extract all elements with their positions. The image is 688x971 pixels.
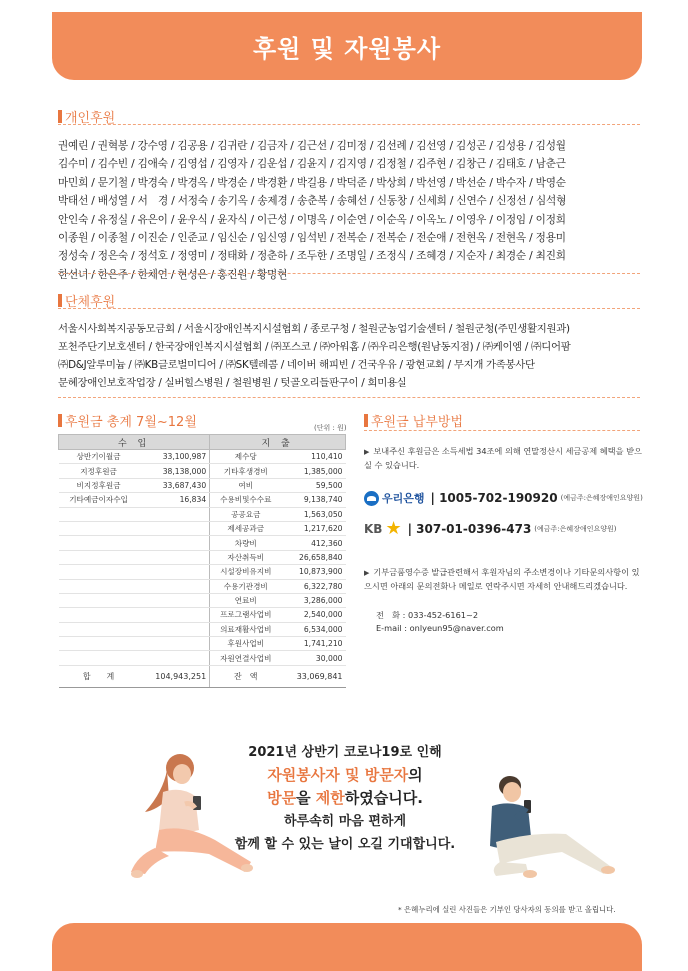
income-value: 33,687,430: [139, 478, 210, 492]
expense-value: 2,540,000: [281, 608, 345, 622]
section-bullet: [58, 110, 62, 123]
kb-star-icon: ★: [385, 518, 402, 539]
income-label: [59, 579, 139, 593]
woori-bank-icon: [364, 491, 379, 506]
income-value: [139, 637, 210, 651]
divider: [58, 397, 640, 398]
income-label: [59, 565, 139, 579]
expense-value: 6,534,000: [281, 622, 345, 636]
divider: [364, 430, 640, 431]
income-label: [59, 521, 139, 535]
woori-holder: (예금주:은혜장애인요양원): [560, 494, 643, 502]
finance-row: [59, 507, 346, 521]
payment-title-text: 후원금 납부방법: [371, 415, 464, 430]
donor-line: 김수미 / 김수빈 / 김애숙 / 김영섭 / 김영자 / 김운섭 / 김윤지 / 김지영 / 김정철 / 김주현 / 김창근 / 김태호 / 남춘근: [58, 158, 566, 171]
finance-row: [59, 521, 346, 535]
donor-line: 박태선 / 배성열 / 서 경 / 서정숙 / 송기옥 / 송제경 / 송춘복 / 송혜선 / 신동창 / 신세희 / 신연수 / 신정선 / 심석형: [58, 195, 567, 208]
expense-label: 여비: [210, 478, 282, 492]
woori-bank-name: 우리은행: [382, 492, 425, 505]
expense-header: 지 출: [210, 435, 346, 450]
income-value: [139, 521, 210, 535]
income-label: [59, 507, 139, 521]
message-highlight: 자원봉사자 및 방문자: [267, 766, 409, 784]
woori-account: | 1005-702-190920: [430, 491, 558, 505]
income-label: 상반기이월금: [59, 450, 139, 464]
finance-row: [59, 622, 346, 636]
footer-bar: [52, 923, 642, 971]
expense-label: 의료재활사업비: [210, 622, 282, 636]
finance-row: [59, 450, 346, 464]
income-label: [59, 608, 139, 622]
expense-value: 1,385,000: [281, 464, 345, 478]
group-line: ㈜D&J알루미늄 / ㈜KB글로벌미디어 / ㈜SK텔레콤 / 네이버 해피빈 / 건국우유 / 광현교회 / 무지개 가족봉사단: [58, 359, 535, 371]
income-value: [139, 507, 210, 521]
man-with-phone-illustration: [470, 772, 620, 880]
expense-value: 412,360: [281, 536, 345, 550]
balance-value: 33,069,841: [281, 665, 345, 687]
expense-label: 시설장비유지비: [210, 565, 282, 579]
finance-row: [59, 493, 346, 507]
income-value: 16,834: [139, 493, 210, 507]
expense-label: 공공요금: [210, 507, 282, 521]
expense-value: 1,217,620: [281, 521, 345, 535]
group-line: 문혜장애인보호작업장 / 실버힐스병원 / 철원병원 / 텃골오리들판구이 / 희미용실: [58, 377, 407, 389]
kb-bank-name: KB: [364, 521, 383, 536]
finance-table: [58, 434, 346, 688]
income-value: [139, 536, 210, 550]
income-label: 비지정후원금: [59, 478, 139, 492]
inquiry-note-text: 기부금품영수증 발급관련해서 후원자님의 주소변경이나 기타문의사항이 있으시면 아래의 문의전화나 메일로 연락주시면 자세히 안내해드리겠습니다.: [364, 567, 640, 591]
message-highlight: 방문: [267, 789, 297, 807]
income-label: [59, 536, 139, 550]
unit-label: (단위 : 원): [314, 424, 347, 432]
payment-section-title: [364, 411, 463, 430]
contact-email: [376, 622, 656, 635]
income-label: 기타예금이자수입: [59, 493, 139, 507]
income-value: [139, 565, 210, 579]
income-label: [59, 651, 139, 665]
expense-label: 제세공과금: [210, 521, 282, 535]
finance-row: [59, 593, 346, 607]
income-value: [139, 593, 210, 607]
expense-label: 차량비: [210, 536, 282, 550]
message-text: 하였습니다.: [344, 789, 423, 807]
total-value: 104,943,251: [139, 665, 210, 687]
donor-line: 정성숙 / 정은숙 / 정석호 / 정영미 / 정태화 / 정춘하 / 조두한 / 조명일 / 조정식 / 조혜경 / 지순자 / 최경순 / 최진희: [58, 250, 566, 263]
covid-message: [200, 742, 490, 856]
expense-label: 자원연결사업비: [210, 651, 282, 665]
message-line-1: 2021년 상반기 코로나19로 인해: [248, 745, 442, 760]
message-line-2: [200, 764, 490, 787]
finance-row: [59, 579, 346, 593]
expense-value: 1,563,050: [281, 507, 345, 521]
finance-row: [59, 637, 346, 651]
email-label: E-mail :: [376, 623, 408, 633]
message-line-5: 함께 할 수 있는 날이 오길 기대합니다.: [234, 837, 456, 852]
finance-row: [59, 478, 346, 492]
group-title-text: 단체후원: [65, 295, 116, 310]
expense-label: 제수당: [210, 450, 282, 464]
woori-bank-logo: [364, 490, 425, 506]
finance-row: [59, 608, 346, 622]
email-address: onlyeun95@naver.com: [409, 623, 504, 633]
finance-row: [59, 550, 346, 564]
photo-consent-note: * 은혜누리에 실린 사진들은 기부인 당사자의 동의를 받고 올립니다.: [398, 905, 616, 914]
finance-row: [59, 651, 346, 665]
message-line-4: 하루속히 마음 편하게: [283, 814, 407, 829]
income-label: [59, 622, 139, 636]
donor-line: 이종원 / 이종철 / 이진순 / 인준교 / 임신순 / 임신영 / 임석빈 / 전복순 / 전복순 / 전순애 / 전현옥 / 전현옥 / 정용미: [58, 232, 566, 245]
balance-label: 잔 액: [210, 665, 282, 687]
income-value: 38,138,000: [139, 464, 210, 478]
donor-line: 권예린 / 권혁봉 / 강수영 / 김공용 / 김귀란 / 김금자 / 김근선 / 김미정 / 김선례 / 김선영 / 김성곤 / 김성용 / 김성월: [58, 140, 566, 152]
total-label: 합 계: [59, 665, 139, 687]
contact-phone: [376, 609, 656, 622]
group-line: 포천주단기보호센터 / 한국장애인복지시설협회 / ㈜포스코 / ㈜아워홈 / ㈜우리은행(원남동지점) / ㈜케이엠 / ㈜디어팜: [58, 341, 571, 353]
message-highlight: 제한: [315, 789, 345, 807]
expense-label: 후원사업비: [210, 637, 282, 651]
kb-bank-row: [364, 518, 617, 539]
expense-label: 프로그램사업비: [210, 608, 282, 622]
income-value: [139, 622, 210, 636]
total-row: [59, 665, 346, 687]
expense-value: 1,741,210: [281, 637, 345, 651]
header-banner: [52, 12, 642, 80]
income-header: 수 입: [59, 435, 210, 450]
section-bullet: [58, 294, 62, 307]
section-bullet: [364, 414, 368, 427]
kb-bank-logo: [364, 518, 402, 539]
donor-line: 안인숙 / 유정실 / 유은이 / 윤우식 / 윤자식 / 이근성 / 이명옥 / 이순연 / 이순옥 / 이옥노 / 이영우 / 이정임 / 이정희: [58, 213, 566, 226]
finance-row: [59, 565, 346, 579]
individual-title-text: 개인후원: [65, 111, 116, 126]
divider: [58, 308, 640, 309]
income-label: [59, 637, 139, 651]
divider: [58, 124, 640, 125]
donor-line: 한선녀 / 한은주 / 한채연 / 현성은 / 홍진원 / 황명현: [58, 268, 288, 281]
divider: [58, 273, 640, 274]
phone-label: 전 화 :: [376, 610, 406, 620]
expense-value: 30,000: [281, 651, 345, 665]
expense-value: 10,873,900: [281, 565, 345, 579]
income-value: [139, 579, 210, 593]
income-label: [59, 550, 139, 564]
message-line-3: [200, 787, 490, 810]
expense-value: 59,500: [281, 478, 345, 492]
income-value: [139, 550, 210, 564]
message-text: 을: [296, 789, 316, 807]
income-value: [139, 608, 210, 622]
page-title: 후원 및 자원봉사: [253, 34, 441, 63]
phone-number: 033-452-6161~2: [407, 610, 479, 620]
tax-note-text: 보내주신 후원금은 소득세법 34조에 의해 연말정산시 세금공제 혜택을 받으실 수 있습니다.: [364, 446, 642, 470]
expense-label: 수용비및수수료: [210, 493, 282, 507]
expense-value: 110,410: [281, 450, 345, 464]
expense-label: 기타후생경비: [210, 464, 282, 478]
expense-label: 자산취득비: [210, 550, 282, 564]
finance-row: [59, 536, 346, 550]
group-line: 서울시사회복지공동모금회 / 서울시장애인복지시설협회 / 종로구청 / 철원군농업기술센터 / 철원군청(주민생활지원과): [58, 323, 570, 335]
income-value: [139, 651, 210, 665]
kb-account-number: 307-01-0396-473: [416, 521, 532, 536]
expense-label: 수용기관경비: [210, 579, 282, 593]
woori-account-number: 1005-702-190920: [439, 491, 558, 505]
expense-value: 26,658,840: [281, 550, 345, 564]
inquiry-note: [364, 566, 644, 593]
finance-row: [59, 464, 346, 478]
kb-holder: (예금주:은혜장애인요양원): [534, 524, 617, 533]
finance-title-text: 후원금 총계 7월~12월: [65, 415, 197, 430]
expense-label: 연료비: [210, 593, 282, 607]
triangle-bullet-icon: ▶: [364, 448, 370, 456]
kb-account: | 307-01-0396-473: [407, 521, 532, 536]
expense-value: 6,322,780: [281, 579, 345, 593]
income-label: [59, 593, 139, 607]
individual-donor-list: [58, 137, 646, 284]
section-bullet: [58, 414, 62, 427]
income-value: 33,100,987: [139, 450, 210, 464]
triangle-bullet-icon: ▶: [364, 569, 370, 577]
income-label: 지정후원금: [59, 464, 139, 478]
woori-bank-row: [364, 490, 643, 506]
tax-note: [364, 445, 644, 472]
message-text: 의: [408, 766, 423, 784]
group-donor-list: [58, 320, 648, 392]
expense-value: 3,286,000: [281, 593, 345, 607]
expense-value: 9,138,740: [281, 493, 345, 507]
finance-section-title: [58, 411, 197, 430]
donor-line: 마민희 / 문기철 / 박경숙 / 박경옥 / 박경순 / 박경환 / 박길용 / 박덕준 / 박상희 / 박선영 / 박선순 / 박수자 / 박영순: [58, 176, 566, 189]
